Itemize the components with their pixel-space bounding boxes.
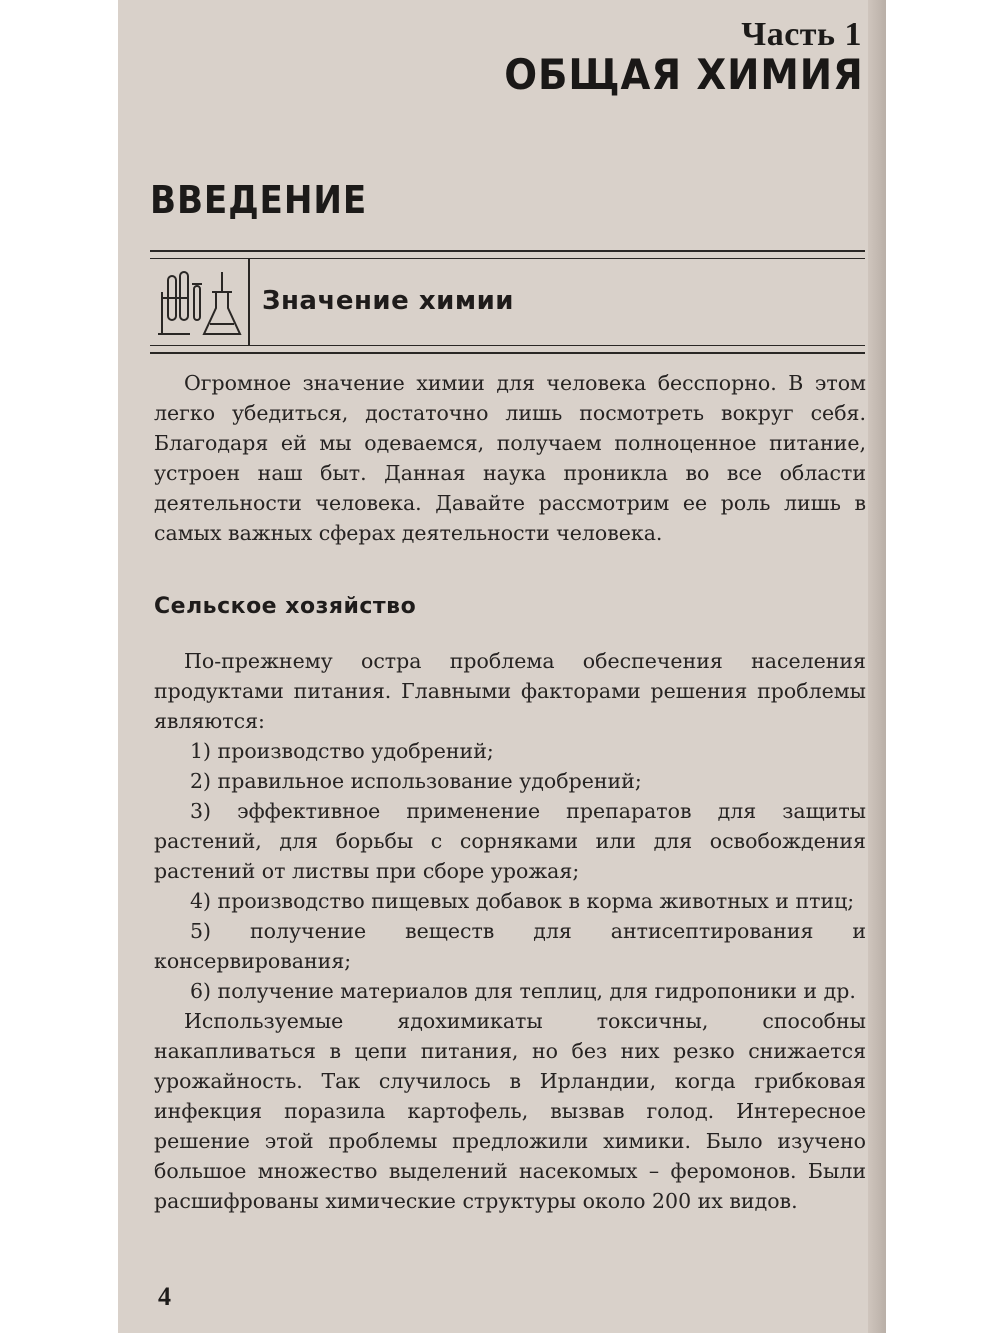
list-item: 1) производство удобрений; (190, 739, 494, 763)
topic-heading: Значение химии (262, 286, 515, 316)
part-label: Часть 1 (741, 16, 862, 53)
list-item: 3) эффективное применение препаратов для защиты растений, для борьбы с сорняками или для освобождения растений от листвы при сборе урожая; (154, 799, 866, 883)
list-item: 2) правильное использование удобрений; (190, 769, 642, 793)
part-title: ОБЩАЯ ХИМИЯ (504, 50, 864, 99)
agriculture-heading: Сельское хозяйство (154, 594, 417, 619)
intro-paragraph: Огромное значение химии для человека бесспорно. В этом легко убедиться, достаточно лишь посмотреть вокруг себя. Благодаря ей мы одеваемся, получаем полноценное питание, устроен наш быт. Данная наука проникла во все области деятельности человека. Давайте рассмотрим ее роль лишь в самых важных сферах деятельности человека. (154, 371, 866, 545)
topic-header-box (150, 250, 865, 354)
page-edge (868, 0, 886, 1333)
lab-glassware-icon (154, 262, 246, 342)
topic-box-rule-bottom (150, 345, 865, 346)
agriculture-lead: По-прежнему остра проблема обеспечения населения продуктами питания. Главными факторами решения проблемы являются: (154, 649, 866, 733)
topic-box-divider (248, 258, 250, 346)
list-item: 5) получение веществ для антисептирования и консервирования; (154, 919, 866, 973)
topic-box-rule-top (150, 258, 865, 259)
agriculture-closing: Используемые ядохимикаты токсичны, способны накапливаться в цепи питания, но без них резко снижается урожайность. Так случилось в Ирландии, когда грибковая инфекция поразила картофель, вызвав голод. Интересное решение этой проблемы предложили химики. Было изучено большое множество выделений насекомых – феромонов. Были расшифрованы химические структуры около 200 их видов. (154, 1009, 866, 1213)
agriculture-text (154, 646, 866, 1216)
section-title: ВВЕДЕНИЕ (150, 178, 368, 222)
page-number: 4 (158, 1282, 171, 1311)
list-item: 4) производство пищевых добавок в корма животных и птиц; (190, 889, 855, 913)
intro-text (154, 368, 866, 548)
list-item: 6) получение материалов для теплиц, для гидропоники и др. (190, 979, 856, 1003)
